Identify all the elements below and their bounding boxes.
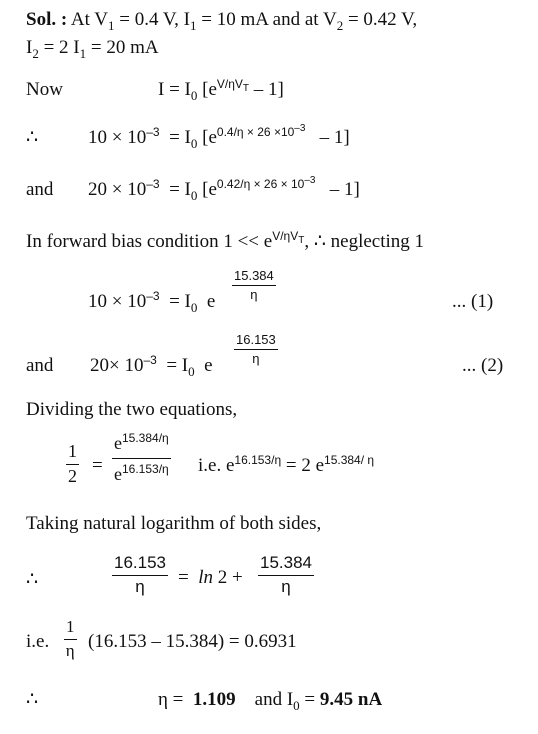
eq6-frac-1 — [112, 554, 168, 596]
eq6-ln: ln — [198, 567, 213, 588]
eq2-close: – 1] — [329, 179, 360, 200]
equation-1-full — [88, 123, 350, 151]
eq6-f2-num: 15.384 — [258, 554, 314, 576]
sol-label: Sol. : — [26, 9, 68, 30]
sol-text-1: At V — [70, 9, 109, 30]
sol-text-7: = 20 mA — [90, 37, 159, 58]
equation-2-full — [88, 175, 360, 203]
eq1-lhs: 10 × 10 — [88, 127, 147, 148]
eq5-equals: = — [92, 455, 103, 476]
eq1-exp: 0.4/η × 26 ×10–3 — [216, 123, 306, 139]
eq4-exponent-fraction — [234, 333, 278, 367]
eq5-mid: = 2 e — [285, 455, 325, 476]
therefore-symbol-3: ∴ — [26, 689, 39, 710]
eq1-close: – 1] — [319, 127, 350, 148]
forward-bias-line — [26, 229, 425, 252]
forward-text-b: , ∴ neglecting 1 — [304, 231, 425, 252]
eq6-f2-den: η — [281, 576, 291, 596]
eq6-f1-den: η — [135, 576, 145, 596]
now-eq-a: I = I — [158, 79, 191, 100]
eq4-exp-num: 16.153 — [234, 333, 278, 350]
eq7-num: 1 — [64, 618, 77, 640]
eq4-eq: = I — [166, 355, 189, 376]
eq2-exp: 0.42/η × 26 × 10–3 — [216, 175, 316, 191]
eq5-mid-exp: 15.384/ η — [324, 453, 375, 467]
eq2-sub: 0 — [190, 188, 198, 203]
eq4-exp-den: η — [252, 351, 260, 367]
and-label-2: and — [26, 355, 54, 376]
eq2-bracket: [e — [202, 179, 217, 200]
sol-sub-6: 1 — [79, 46, 87, 61]
eq4-e: e — [204, 355, 213, 376]
eq1-eq: = I — [169, 127, 191, 148]
sol-text-6: = 2 I — [43, 37, 80, 58]
ratio-num: $e^{15.384/\eta}$ — [112, 434, 171, 459]
half-num: 1 — [66, 442, 79, 465]
eq3-exponent-fraction — [232, 269, 276, 303]
eq3-lhs: 10 × 10 — [88, 291, 147, 312]
half-fraction — [66, 442, 79, 487]
sol-sub-1: 1 — [108, 18, 115, 33]
dividing-text: Dividing the two equations, — [26, 399, 238, 420]
eq4-sub: 0 — [188, 364, 195, 379]
sol-text-4: = 0.42 V, — [347, 9, 418, 30]
result-eta: η = — [158, 689, 184, 710]
eq2-eq: = I — [169, 179, 191, 200]
eq2-lhs-exp: –3 — [146, 177, 160, 191]
half-den: 2 — [68, 465, 77, 486]
eq6-f1-num: 16.153 — [112, 554, 168, 576]
eq4-lhs: 20× 10 — [90, 355, 144, 376]
forward-text-a: In forward bias condition 1 << e — [26, 231, 273, 252]
now-eq-b: [e — [202, 79, 217, 100]
eq7-den: η — [65, 640, 75, 660]
eq1-sub: 0 — [190, 136, 198, 151]
therefore-symbol: ∴ — [26, 127, 39, 148]
result-eta-value: 1.109 — [192, 689, 236, 710]
eq6-eq: = — [178, 567, 189, 588]
eq5-ie: i.e. e — [198, 455, 235, 476]
sol-sub-2: 1 — [190, 18, 197, 33]
forward-exp: V/ηVT — [272, 229, 305, 246]
sol-text-2: = 0.4 V, I — [119, 9, 191, 30]
result-io-value: 9.45 nA — [319, 689, 383, 710]
ratio-fraction — [112, 431, 171, 485]
eq1-bracket: [e — [202, 127, 217, 148]
sol-line-2 — [26, 37, 159, 61]
eq6-middle — [178, 568, 243, 587]
eq6-frac-2 — [258, 554, 314, 596]
sol-text-3: = 10 mA and at V — [201, 9, 337, 30]
equation-tag-2: ... (2) — [462, 355, 504, 376]
now-label: Now — [26, 79, 63, 100]
eq7-ie: i.e. — [26, 631, 50, 652]
result-eq: = — [304, 689, 316, 710]
eq3-lhs-exp: –3 — [146, 289, 160, 303]
sol-line-1 — [26, 9, 418, 33]
result-line — [158, 689, 383, 713]
eq7-rest: (16.153 – 15.384) = 0.6931 — [88, 631, 297, 652]
eq6-mid: 2 + — [217, 567, 243, 588]
eq1-lhs-exp: –3 — [146, 125, 160, 139]
equation-3-lhs — [88, 289, 216, 315]
therefore-symbol-2: ∴ — [26, 569, 39, 590]
eq3-e: e — [206, 291, 216, 312]
now-equation — [158, 77, 284, 103]
taking-text: Taking natural logarithm of both sides, — [26, 513, 322, 534]
eq5-right-side — [198, 453, 375, 476]
eq3-sub: 0 — [190, 300, 198, 315]
eq4-lhs-exp: –3 — [143, 353, 157, 367]
eq7-frac — [64, 618, 77, 660]
result-sub: 0 — [293, 698, 300, 713]
eq3-exp-num: 15.384 — [232, 269, 276, 286]
eq3-eq: = I — [169, 291, 191, 312]
sol-text-5: I — [26, 37, 33, 58]
now-eq-exp: V/ηVT — [216, 77, 250, 94]
eq5-ie-exp: 16.153/η — [234, 453, 282, 467]
sol-sub-3: 2 — [336, 18, 344, 33]
equation-tag-1: ... (1) — [452, 291, 494, 312]
and-label-1: and — [26, 179, 54, 200]
now-eq-c: – 1] — [253, 79, 284, 100]
eq2-lhs: 20 × 10 — [88, 179, 147, 200]
eq3-exp-den: η — [250, 287, 258, 303]
equation-4-lhs — [90, 353, 213, 379]
sol-sub-5: 2 — [32, 46, 39, 61]
result-and: and I — [254, 689, 294, 710]
now-eq-sub: 0 — [190, 88, 198, 103]
ratio-den: $e^{16.153/\eta}$ — [114, 461, 169, 484]
